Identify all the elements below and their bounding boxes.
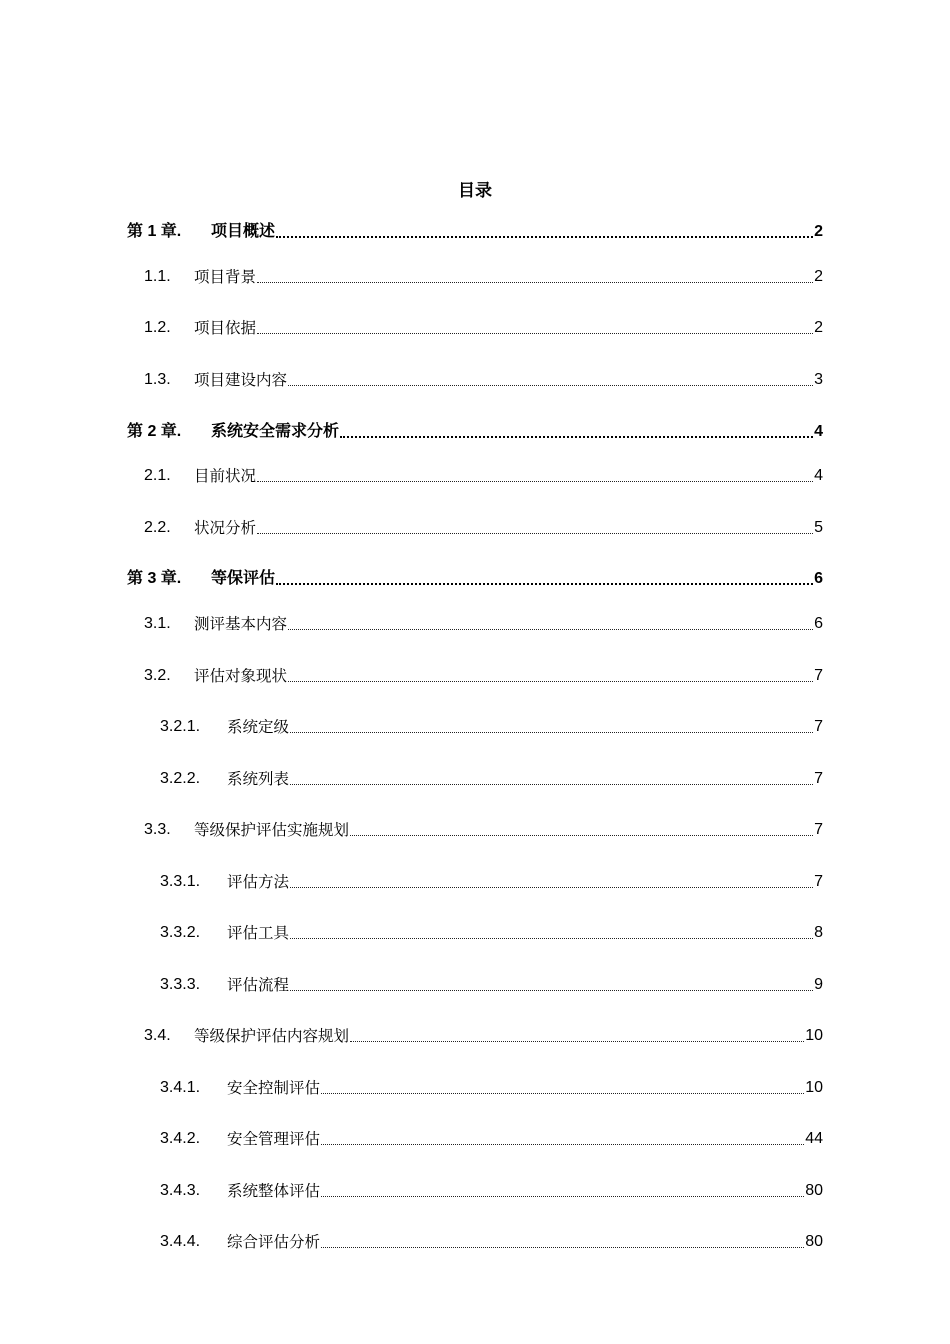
- toc-entry-1-1[interactable]: [144, 265, 823, 287]
- dot-leader: [321, 1247, 804, 1248]
- toc-entry-label: 评估方法: [227, 873, 290, 891]
- toc-entry-page: 7: [814, 718, 823, 735]
- toc-entry-number: 3.4.3.: [160, 1182, 201, 1199]
- toc-entry-label: 系统定级: [227, 718, 290, 736]
- dot-leader: [290, 938, 813, 939]
- toc-entry-page: 8: [814, 924, 823, 941]
- toc-entry-label: 等级保护评估内容规划: [194, 1027, 350, 1045]
- toc-entry-number: 3.3.: [144, 821, 171, 838]
- dot-leader: [340, 436, 813, 438]
- toc-entry-label: 评估对象现状: [194, 667, 288, 685]
- toc-entry-page: 80: [805, 1182, 823, 1199]
- toc-entry-label: 等级保护评估实施规划: [194, 821, 350, 839]
- toc-entry-label: 目前状况: [194, 467, 257, 485]
- toc-entry-3-3-3[interactable]: [160, 973, 823, 995]
- toc-entry-label: 综合评估分析: [227, 1233, 321, 1251]
- toc-entry-3-4[interactable]: [144, 1024, 823, 1046]
- toc-entry-page: 5: [814, 519, 823, 536]
- toc-entry-label: 系统整体评估: [227, 1182, 321, 1200]
- toc-entry-page: 44: [805, 1130, 823, 1147]
- toc-entry-number: 3.4.: [144, 1027, 171, 1044]
- toc-entry-2-2[interactable]: [144, 516, 823, 538]
- dot-leader: [350, 1041, 804, 1042]
- toc-entry-number: 3.1.: [144, 615, 171, 632]
- toc-entry-label: 项目概述: [211, 223, 276, 240]
- toc-entry-label: 评估流程: [227, 976, 290, 994]
- toc-entry-label: 状况分析: [194, 519, 257, 537]
- toc-entry-2-1[interactable]: [144, 464, 823, 486]
- toc-entry-page: 2: [814, 319, 823, 336]
- toc-entry-number: 3.3.2.: [160, 924, 201, 941]
- toc-entry-3-4-4[interactable]: [160, 1230, 823, 1252]
- toc-entry-number: 3.4.1.: [160, 1079, 201, 1096]
- toc-entry-label: 项目背景: [194, 268, 257, 286]
- toc-entry-number: 3.2.: [144, 667, 171, 684]
- toc-entry-page: 2: [814, 268, 823, 285]
- dot-leader: [257, 333, 813, 334]
- dot-leader: [290, 887, 813, 888]
- toc-entry-page: 80: [805, 1233, 823, 1250]
- toc-entry-number: 3.2.2.: [160, 770, 201, 787]
- toc-entry-number: 1.2.: [144, 319, 171, 336]
- toc-entry-page: 3: [814, 371, 823, 388]
- toc-entry-page: 7: [814, 770, 823, 787]
- toc-entry-number: 第 3 章.: [127, 570, 182, 587]
- dot-leader: [321, 1144, 804, 1145]
- toc-entry-page: 7: [814, 667, 823, 684]
- dot-leader: [350, 835, 813, 836]
- toc-entry-page: 6: [814, 615, 823, 632]
- toc-entry-chapter-2[interactable]: [127, 420, 823, 442]
- toc-entry-label: 项目依据: [194, 319, 257, 337]
- dot-leader: [257, 282, 813, 283]
- toc-entry-label: 等保评估: [211, 570, 276, 587]
- toc-entry-label: 安全管理评估: [227, 1130, 321, 1148]
- dot-leader: [276, 583, 813, 585]
- toc-entry-label: 系统安全需求分析: [211, 423, 340, 440]
- toc-entry-number: 2.1.: [144, 467, 171, 484]
- toc-entry-page: 7: [814, 873, 823, 890]
- toc-entry-3-3-2[interactable]: [160, 921, 823, 943]
- toc-entry-page: 4: [814, 467, 823, 484]
- toc-entry-3-3-1[interactable]: [160, 870, 823, 892]
- dot-leader: [290, 784, 813, 785]
- toc-entry-label: 项目建设内容: [194, 371, 288, 389]
- dot-leader: [257, 481, 813, 482]
- dot-leader: [257, 533, 813, 534]
- dot-leader: [288, 629, 813, 630]
- toc-entry-number: 2.2.: [144, 519, 171, 536]
- toc-entry-3-2-1[interactable]: [160, 715, 823, 737]
- toc-entry-page: 7: [814, 821, 823, 838]
- toc-entry-3-3[interactable]: [144, 818, 823, 840]
- toc-entry-page: 4: [814, 423, 823, 440]
- dot-leader: [290, 990, 813, 991]
- toc-entry-page: 2: [814, 223, 823, 240]
- toc-entry-number: 3.3.1.: [160, 873, 201, 890]
- toc-entry-page: 10: [805, 1027, 823, 1044]
- toc-entry-number: 第 1 章.: [127, 223, 182, 240]
- dot-leader: [290, 732, 813, 733]
- toc-entry-label: 系统列表: [227, 770, 290, 788]
- toc-entry-page: 9: [814, 976, 823, 993]
- toc-entry-3-2[interactable]: [144, 664, 823, 686]
- toc-entry-number: 3.2.1.: [160, 718, 201, 735]
- toc-entry-number: 3.4.4.: [160, 1233, 201, 1250]
- toc-entry-3-4-3[interactable]: [160, 1179, 823, 1201]
- toc-entry-page: 6: [814, 570, 823, 587]
- toc-entry-1-3[interactable]: [144, 368, 823, 390]
- toc-title: 目录: [458, 181, 492, 200]
- toc-entry-3-2-2[interactable]: [160, 767, 823, 789]
- toc-entry-label: 评估工具: [227, 924, 290, 942]
- toc-entry-number: 1.1.: [144, 268, 171, 285]
- dot-leader: [321, 1196, 804, 1197]
- toc-entry-number: 第 2 章.: [127, 423, 182, 440]
- toc-entry-1-2[interactable]: [144, 316, 823, 338]
- toc-entry-3-4-1[interactable]: [160, 1076, 823, 1098]
- toc-entry-page: 10: [805, 1079, 823, 1096]
- toc-entry-number: 3.3.3.: [160, 976, 201, 993]
- toc-entry-3-1[interactable]: [144, 612, 823, 634]
- toc-entry-label: 测评基本内容: [194, 615, 288, 633]
- toc-entry-number: 3.4.2.: [160, 1130, 201, 1147]
- toc-entry-number: 1.3.: [144, 371, 171, 388]
- toc-entry-3-4-2[interactable]: [160, 1127, 823, 1149]
- dot-leader: [288, 385, 813, 386]
- toc-entry-label: 安全控制评估: [227, 1079, 321, 1097]
- toc-entry-chapter-1[interactable]: [127, 220, 823, 242]
- dot-leader: [321, 1093, 804, 1094]
- dot-leader: [276, 236, 813, 238]
- toc-entry-chapter-3[interactable]: [127, 567, 823, 589]
- dot-leader: [288, 681, 813, 682]
